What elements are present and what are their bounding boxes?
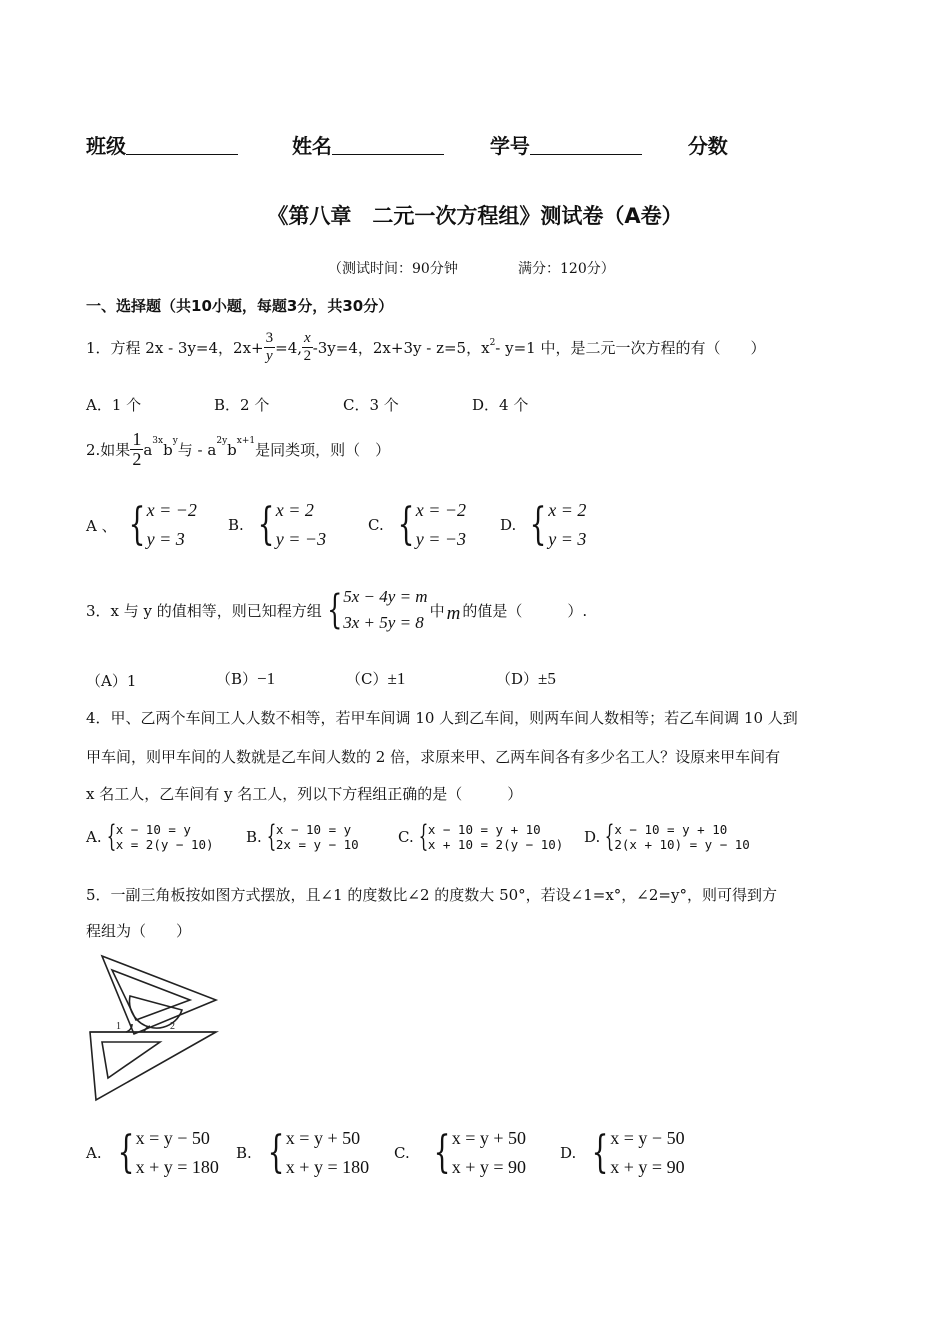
q2-d-eq2: y = 3 [548, 529, 587, 549]
q2-a-eq2: y = 3 [146, 529, 185, 549]
q1-option-b[interactable]: B．2 个 [214, 396, 270, 414]
lower-triangle-inner [102, 1042, 160, 1078]
q2-text-3: b [163, 440, 173, 459]
q2-option-c[interactable] [368, 496, 466, 554]
q5-c-eq2: x + y = 90 [451, 1157, 527, 1177]
q1-text-2: =4, [275, 338, 303, 357]
q4-option-c[interactable] [398, 819, 564, 854]
q3-m-variable: m [446, 603, 461, 624]
q5-option-a[interactable] [86, 1124, 219, 1182]
q3-b-value: −1 [257, 669, 276, 688]
q1-frac2-den: 2 [303, 348, 312, 364]
q2-b-system: { x = 2 y = −3 [252, 496, 326, 554]
question-3 [86, 584, 587, 636]
q5-c-eq1: x = y + 50 [451, 1128, 527, 1148]
q3-text-2: 中 [429, 601, 445, 620]
q2-sup-2: y [172, 436, 178, 446]
q2-frac-num: 1 [132, 429, 142, 449]
q1-frac2-num: x [304, 330, 311, 346]
q4-d-eq1: x − 10 = y + 10 [614, 822, 728, 837]
question-2 [86, 430, 390, 469]
q2-b-eq1: x = 2 [275, 500, 314, 520]
q1-option-a[interactable]: A．1 个 [86, 396, 142, 414]
q1-option-d[interactable]: D．4 个 [472, 396, 529, 414]
q2-option-a[interactable] [86, 496, 197, 554]
full-score: 满分：120分） [518, 261, 615, 277]
q2-b-label: B. [228, 516, 244, 534]
q1-text-1: 1．方程 2x - 3y=4，2x+ [86, 339, 264, 357]
q5-d-eq1: x = y − 50 [610, 1128, 685, 1148]
q5-d-system: { x = y − 50 x + y = 90 [586, 1124, 684, 1182]
q5-b-eq1: x = y + 50 [285, 1128, 361, 1148]
q2-a-system: { x = −2 y = 3 [123, 496, 197, 554]
q5-a-eq1: x = y − 50 [135, 1128, 210, 1148]
q2-d-label: D. [500, 516, 517, 534]
q5-b-label: B. [236, 1144, 252, 1162]
class-blank[interactable] [126, 136, 238, 155]
q3-d-value: ±5 [538, 669, 556, 688]
q4-a-eq2: x = 2(y − 10) [115, 837, 214, 852]
set-squares-figure [86, 950, 226, 1105]
q2-c-eq1: x = −2 [415, 500, 467, 520]
q4-c-eq2: x + 10 = 2(y − 10) [427, 837, 564, 852]
q4-d-system: { x − 10 = y + 10 2(x + 10) = y − 10 [605, 819, 750, 854]
q3-text-3: 的值是（ ）. [462, 601, 588, 620]
q4-b-system: { x − 10 = y 2x = y − 10 [266, 819, 359, 854]
q4-b-eq2: 2x = y − 10 [275, 837, 359, 852]
q4-b-eq1: x − 10 = y [275, 822, 352, 837]
q3-text-1: 3．x 与 y 的值相等，则已知程方组 [86, 601, 322, 620]
q3-c-label: （C） [346, 670, 388, 688]
q2-text-5: b [227, 440, 237, 459]
q2-c-label: C. [368, 516, 384, 534]
q2-sup-4: x+1 [236, 436, 256, 446]
q3-option-b[interactable] [216, 668, 275, 689]
q4-line-3: x 名工人，乙车间有 y 名工人，列以下方程组正确的是（ ） [86, 785, 523, 803]
q4-option-d[interactable] [584, 819, 750, 854]
id-label: 学号 [489, 134, 530, 158]
q4-line-1: 4．甲、乙两个车间工人人数不相等，若甲车间调 10 人到乙车间，则两车间人数相等；若乙车间调 10 人到 [86, 709, 798, 727]
q1-superscript: 2 [489, 338, 496, 348]
q5-b-eq2: x + y = 180 [285, 1157, 370, 1177]
q2-d-eq1: x = 2 [548, 500, 587, 520]
q5-d-label: D. [560, 1144, 577, 1162]
q2-text-1: 2.如果 [86, 441, 131, 459]
q4-d-eq2: 2(x + 10) = y − 10 [614, 837, 750, 852]
q4-line-2: 甲车间，则甲车间的人数就是乙车间人数的 2 倍，求原来甲、乙两车间各有多少名工人？设原来甲车间有 [86, 748, 781, 766]
id-blank[interactable] [530, 136, 642, 155]
q3-option-c[interactable] [346, 668, 405, 689]
q5-line-2: 程组为（ ） [86, 922, 192, 940]
q5-b-system: { x = y + 50 x + y = 180 [262, 1124, 369, 1182]
q3-system: { 5x − 4y = m 3x + 5y = 8 [322, 584, 428, 636]
q5-a-eq2: x + y = 180 [135, 1157, 219, 1177]
q1-text-4: - y=1 中，是二元一次方程的有（ ） [495, 339, 766, 357]
test-time: （测试时间：90分钟 [328, 261, 458, 277]
q5-a-system: { x = y − 50 x + y = 180 [112, 1124, 219, 1182]
q4-option-a[interactable] [86, 819, 214, 854]
q2-text-4: 与 - a [177, 441, 217, 459]
angle-1-label: 1 [116, 1021, 121, 1032]
q1-frac1-den: y [266, 348, 273, 364]
q4-d-label: D. [584, 828, 601, 846]
q2-sup-3: 2y [216, 436, 228, 446]
student-info-line [86, 130, 728, 159]
q4-c-eq1: x − 10 = y + 10 [427, 822, 541, 837]
q1-fraction-1 [264, 330, 276, 365]
q4-option-b[interactable] [246, 819, 359, 854]
q2-c-eq2: y = −3 [415, 529, 467, 549]
q5-c-system: { x = y + 50 x + y = 90 [428, 1124, 526, 1182]
q5-c-label: C. [394, 1144, 410, 1162]
q2-frac-den: 2 [132, 449, 142, 469]
q2-b-eq2: y = −3 [275, 529, 327, 549]
q5-line-1: 5．一副三角板按如图方式摆放，且∠1 的度数比∠2 的度数大 50°，若设∠1=x°，∠2=y°，则可得到方 [86, 886, 777, 904]
q2-a-label: A 、 [86, 516, 117, 535]
q2-sup-1: 3x [152, 436, 164, 446]
q4-b-label: B. [246, 828, 262, 846]
q3-option-a[interactable]: （A）1 [86, 672, 137, 690]
q1-option-c[interactable]: C．3 个 [343, 396, 399, 414]
q3-d-label: （D） [496, 670, 539, 688]
name-label: 姓名 [291, 134, 332, 158]
section-heading: 一、选择题（共10小题，每题3分，共30分） [86, 297, 394, 315]
q1-text-3: -3y=4，2x+3y - z=5，x [312, 339, 490, 357]
name-blank[interactable] [332, 136, 444, 155]
q2-fraction [130, 430, 143, 469]
q5-d-eq2: x + y = 90 [610, 1157, 685, 1177]
upper-triangle-inner [112, 970, 190, 1020]
q2-text-2: a [143, 440, 153, 459]
score-label: 分数 [687, 134, 728, 158]
q5-option-c[interactable] [394, 1124, 526, 1182]
q4-c-system: { x − 10 = y + 10 x + 10 = 2(y − 10) [418, 819, 564, 854]
q3-eq1: 5x − 4y = m [343, 587, 428, 606]
q3-c-value: ±1 [387, 669, 406, 688]
q5-option-b[interactable] [236, 1124, 369, 1182]
q4-a-label: A. [86, 828, 102, 846]
page-title: 《第八章 二元一次方程组》测试卷（A卷） [267, 204, 683, 228]
q4-c-label: C. [398, 828, 414, 846]
q2-text-6: 是同类项，则（ ） [255, 441, 391, 459]
q3-b-label: （B） [216, 670, 258, 688]
q2-option-b[interactable] [228, 496, 326, 554]
q1-fraction-2 [302, 330, 313, 365]
q5-a-label: A. [86, 1144, 102, 1162]
q3-eq2: 3x + 5y = 8 [343, 613, 424, 632]
class-label: 班级 [86, 134, 126, 158]
q4-a-eq1: x − 10 = y [115, 822, 191, 837]
question-1 [86, 330, 766, 365]
q1-frac1-num: 3 [265, 330, 274, 346]
angle-2-label: 2 [170, 1021, 175, 1032]
q2-c-system: { x = −2 y = −3 [392, 496, 466, 554]
q4-a-system: { x − 10 = y x = 2(y − 10) [106, 819, 214, 854]
q2-d-system: { x = 2 y = 3 [524, 496, 586, 554]
q2-a-eq1: x = −2 [146, 500, 197, 520]
q3-option-d[interactable] [496, 668, 556, 689]
q2-option-d[interactable] [500, 496, 586, 554]
q5-option-d[interactable] [560, 1124, 685, 1182]
